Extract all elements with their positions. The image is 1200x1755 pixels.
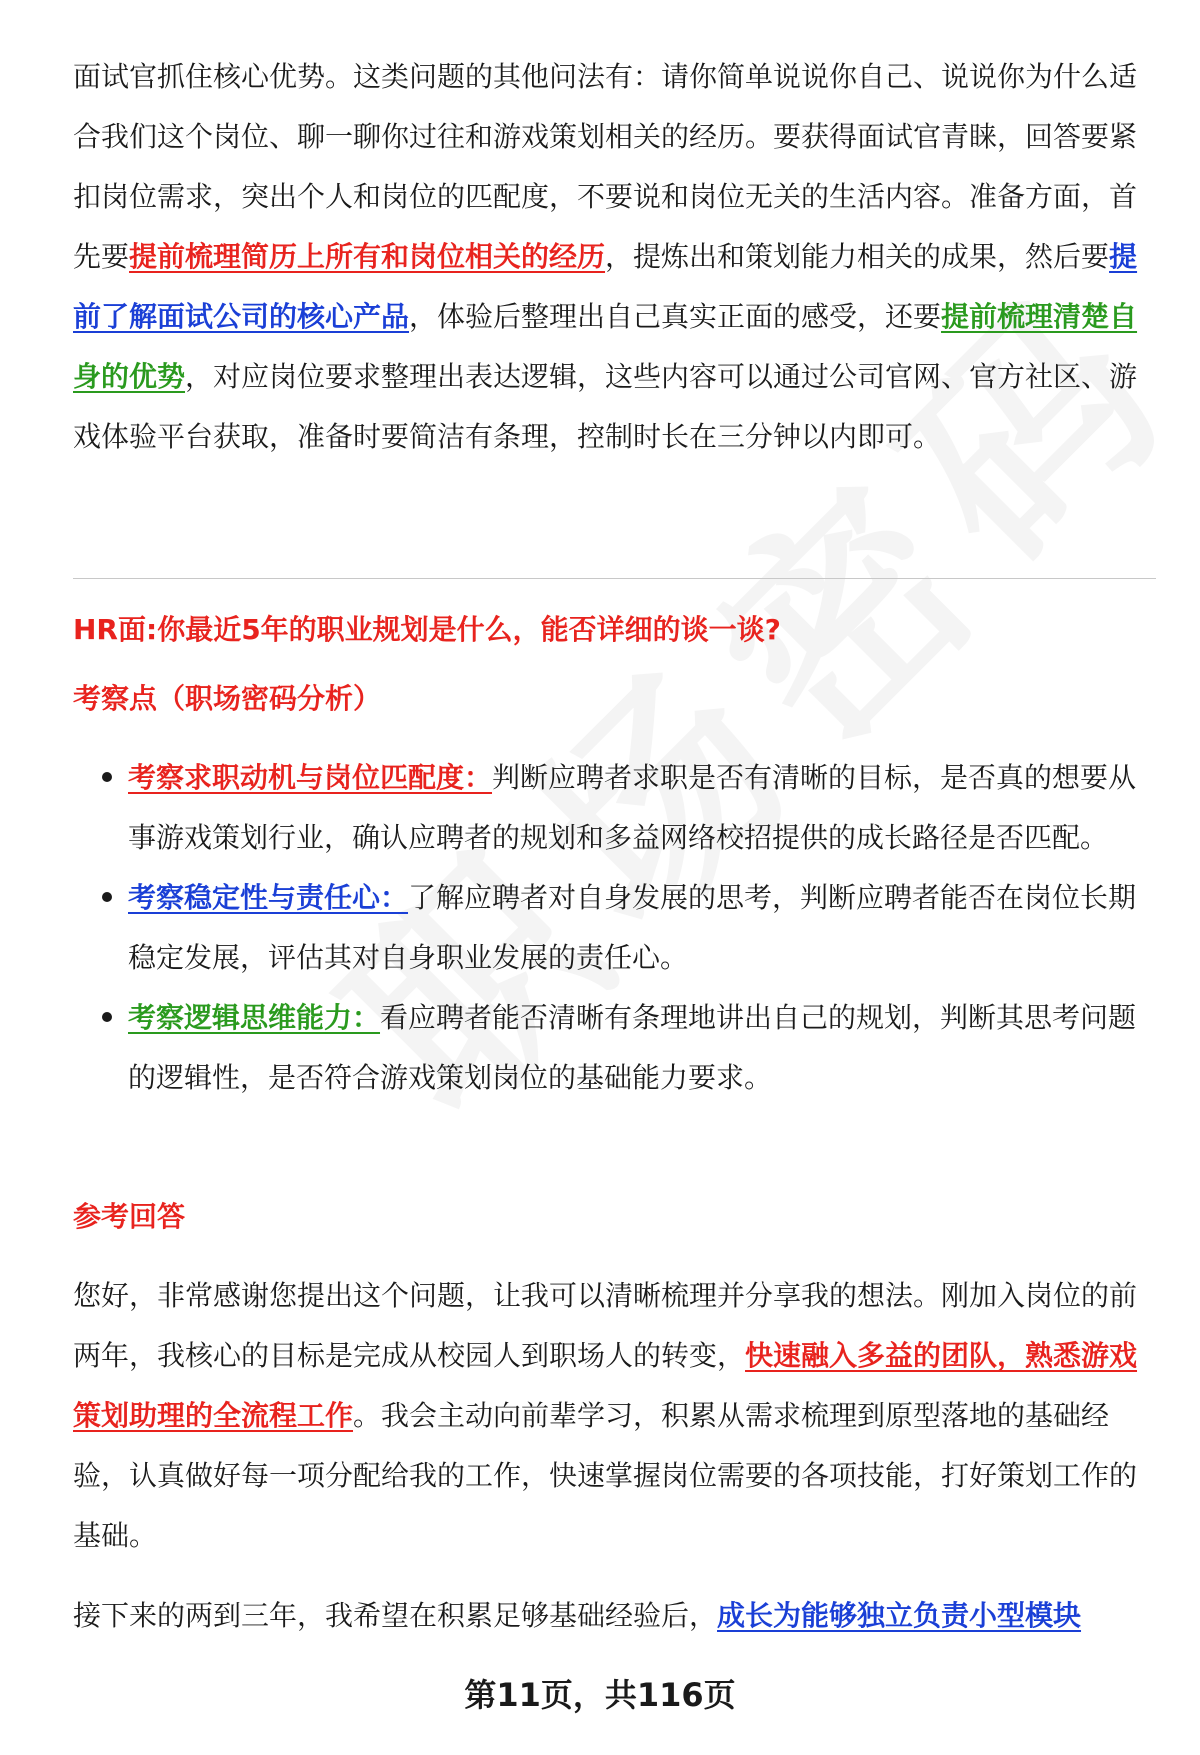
bullet-icon	[102, 1012, 112, 1022]
intro-paragraph	[73, 47, 1153, 467]
intro-highlight-3: 提前梳理清楚自身的优势	[73, 300, 1138, 393]
question-heading: HR面:你最近5年的职业规划是什么，能否详细的谈一谈?	[73, 613, 781, 646]
page-number: 第11页，共116页	[464, 1676, 736, 1714]
list-item	[128, 868, 1156, 988]
analysis-list	[128, 748, 1156, 1108]
answer-paragraph-1	[73, 1266, 1153, 1566]
answer-text-2: 。我会主动向前辈学习，积累从需求梳理到原型落地的基础经验，认真做好每一项分配给我的工作，快速掌握岗位需要的各项技能，打好策划工作的基础。	[73, 1399, 1138, 1552]
answer-heading: 参考回答	[73, 1200, 186, 1233]
answer2-highlight-1: 成长为能够独立负责小型模块	[717, 1599, 1082, 1632]
intro-text-2: ，提炼出和策划能力相关的成果，然后要	[605, 240, 1110, 273]
list-item	[128, 988, 1156, 1108]
bullet-text: 判断应聘者求职是否有清晰的目标，是否真的想要从事游戏策划行业，确认应聘者的规划和多益网络校招提供的成长路径是否匹配。	[128, 761, 1137, 854]
section-divider	[73, 578, 1156, 579]
answer-text-1: 您好，非常感谢您提出这个问题，让我可以清晰梳理并分享我的想法。刚加入岗位的前两年，我核心的目标是完成从校园人到职场人的转变，	[73, 1279, 1138, 1372]
intro-highlight-2: 提前了解面试公司的核心产品	[73, 240, 1138, 333]
bullet-label: 考察稳定性与责任心：	[128, 881, 409, 914]
bullet-text: 看应聘者能否清晰有条理地讲出自己的规划，判断其思考问题的逻辑性，是否符合游戏策划岗位的基础能力要求。	[128, 1001, 1137, 1094]
answer-paragraph-2	[73, 1586, 1153, 1646]
bullet-label: 考察求职动机与岗位匹配度：	[128, 761, 493, 794]
answer-highlight-1: 快速融入多益的团队，熟悉游戏策划助理的全流程工作	[73, 1339, 1138, 1432]
intro-highlight-1: 提前梳理简历上所有和岗位相关的经历	[129, 240, 606, 273]
answer2-text-1: 接下来的两到三年，我希望在积累足够基础经验后，	[73, 1599, 718, 1632]
intro-text-4: ，对应岗位要求整理出表达逻辑，这些内容可以通过公司官网、官方社区、游戏体验平台获取，准备时要简洁有条理，控制时长在三分钟以内即可。	[73, 360, 1138, 453]
list-item	[128, 748, 1156, 868]
bullet-text: 了解应聘者对自身发展的思考，判断应聘者能否在岗位长期稳定发展，评估其对自身职业发展的责任心。	[128, 881, 1137, 974]
analysis-heading: 考察点（职场密码分析）	[73, 682, 382, 715]
intro-text-3: ，体验后整理出自己真实正面的感受，还要	[409, 300, 942, 333]
bullet-icon	[102, 892, 112, 902]
bullet-icon	[102, 772, 112, 782]
intro-text-1: 面试官抓住核心优势。这类问题的其他问法有：请你简单说说你自己、说说你为什么适合我们这个岗位、聊一聊你过往和游戏策划相关的经历。要获得面试官青睐，回答要紧扣岗位需求，突出个人和岗位的匹配度，不要说和岗位无关的生活内容。准备方面，首先要	[73, 60, 1138, 273]
bullet-label: 考察逻辑思维能力：	[128, 1001, 381, 1034]
